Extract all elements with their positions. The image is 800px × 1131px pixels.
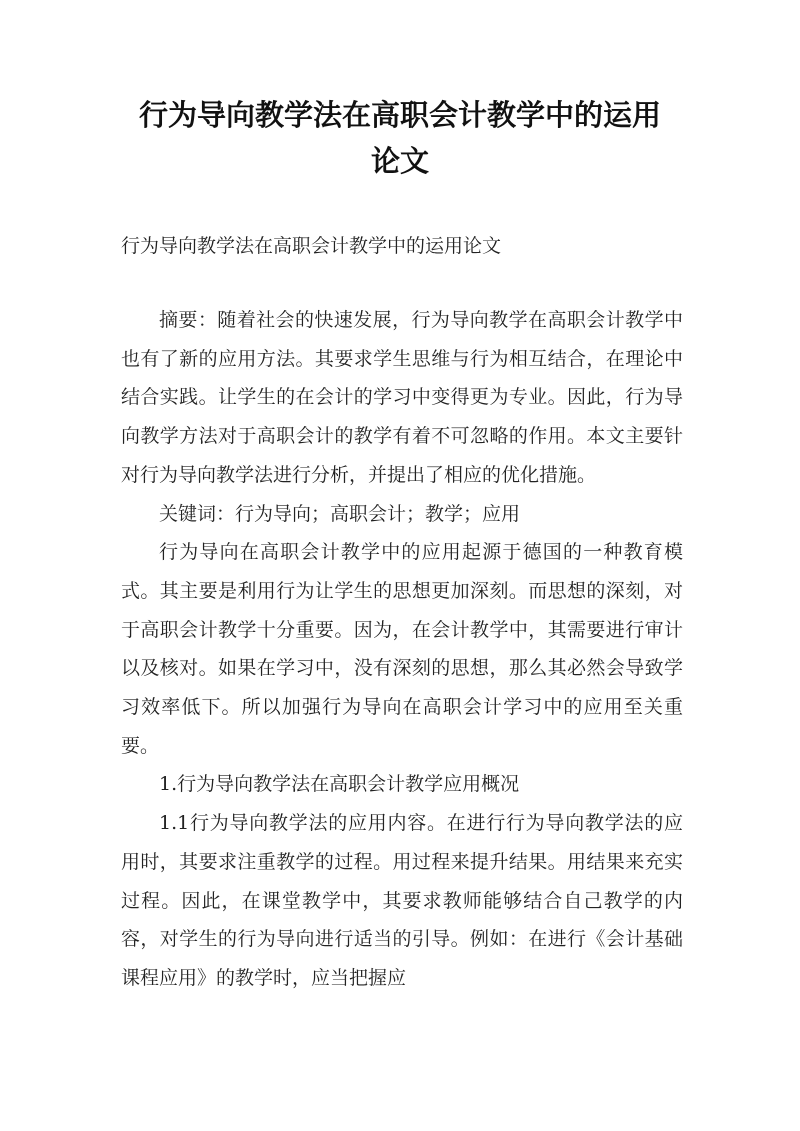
- document-title: [100, 92, 700, 184]
- intro-paragraph: 行为导向在高职会计教学中的应用起源于德国的一种教育模式。其主要是利用行为让学生的思想更加深刻。而思想的深刻，对于高职会计教学十分重要。因为，在会计教学中，其需要进行审计以及核对。如果在学习中，没有深刻的思想，那么其必然会导致学习效率低下。所以加强行为导向在高职会计学习中的应用至关重要。: [121, 541, 683, 757]
- document-subtitle: 行为导向教学法在高职会计教学中的运用论文: [121, 235, 502, 257]
- document-title-line-2: 论文: [370, 144, 429, 178]
- document-body: [121, 301, 683, 998]
- section-heading-1: 1.行为导向教学法在高职会计教学应用概况: [159, 773, 520, 796]
- keywords-paragraph: 关键词：行为导向；高职会计；教学；应用: [159, 502, 521, 525]
- document-title-line-1: 行为导向教学法在高职会计教学中的运用: [138, 98, 661, 132]
- section-1-1-paragraph: 1.1行为导向教学法的应用内容。在进行行为导向教学法的应用时，其要求注重教学的过程。用过程来提升结果。用结果来充实过程。因此，在课堂教学中，其要求教师能够结合自己教学的内容，对学生的行为导向进行适当的引导。例如：在进行《会计基础课程应用》的教学时，应当把握应: [121, 812, 683, 989]
- abstract-paragraph: 摘要：随着社会的快速发展，行为导向教学在高职会计教学中也有了新的应用方法。其要求学生思维与行为相互结合，在理论中结合实践。让学生的在会计的学习中变得更为专业。因此，行为导向教学方法对于高职会计的教学有着不可忽略的作用。本文主要针对行为导向教学法进行分析，并提出了相应的优化措施。: [121, 309, 683, 486]
